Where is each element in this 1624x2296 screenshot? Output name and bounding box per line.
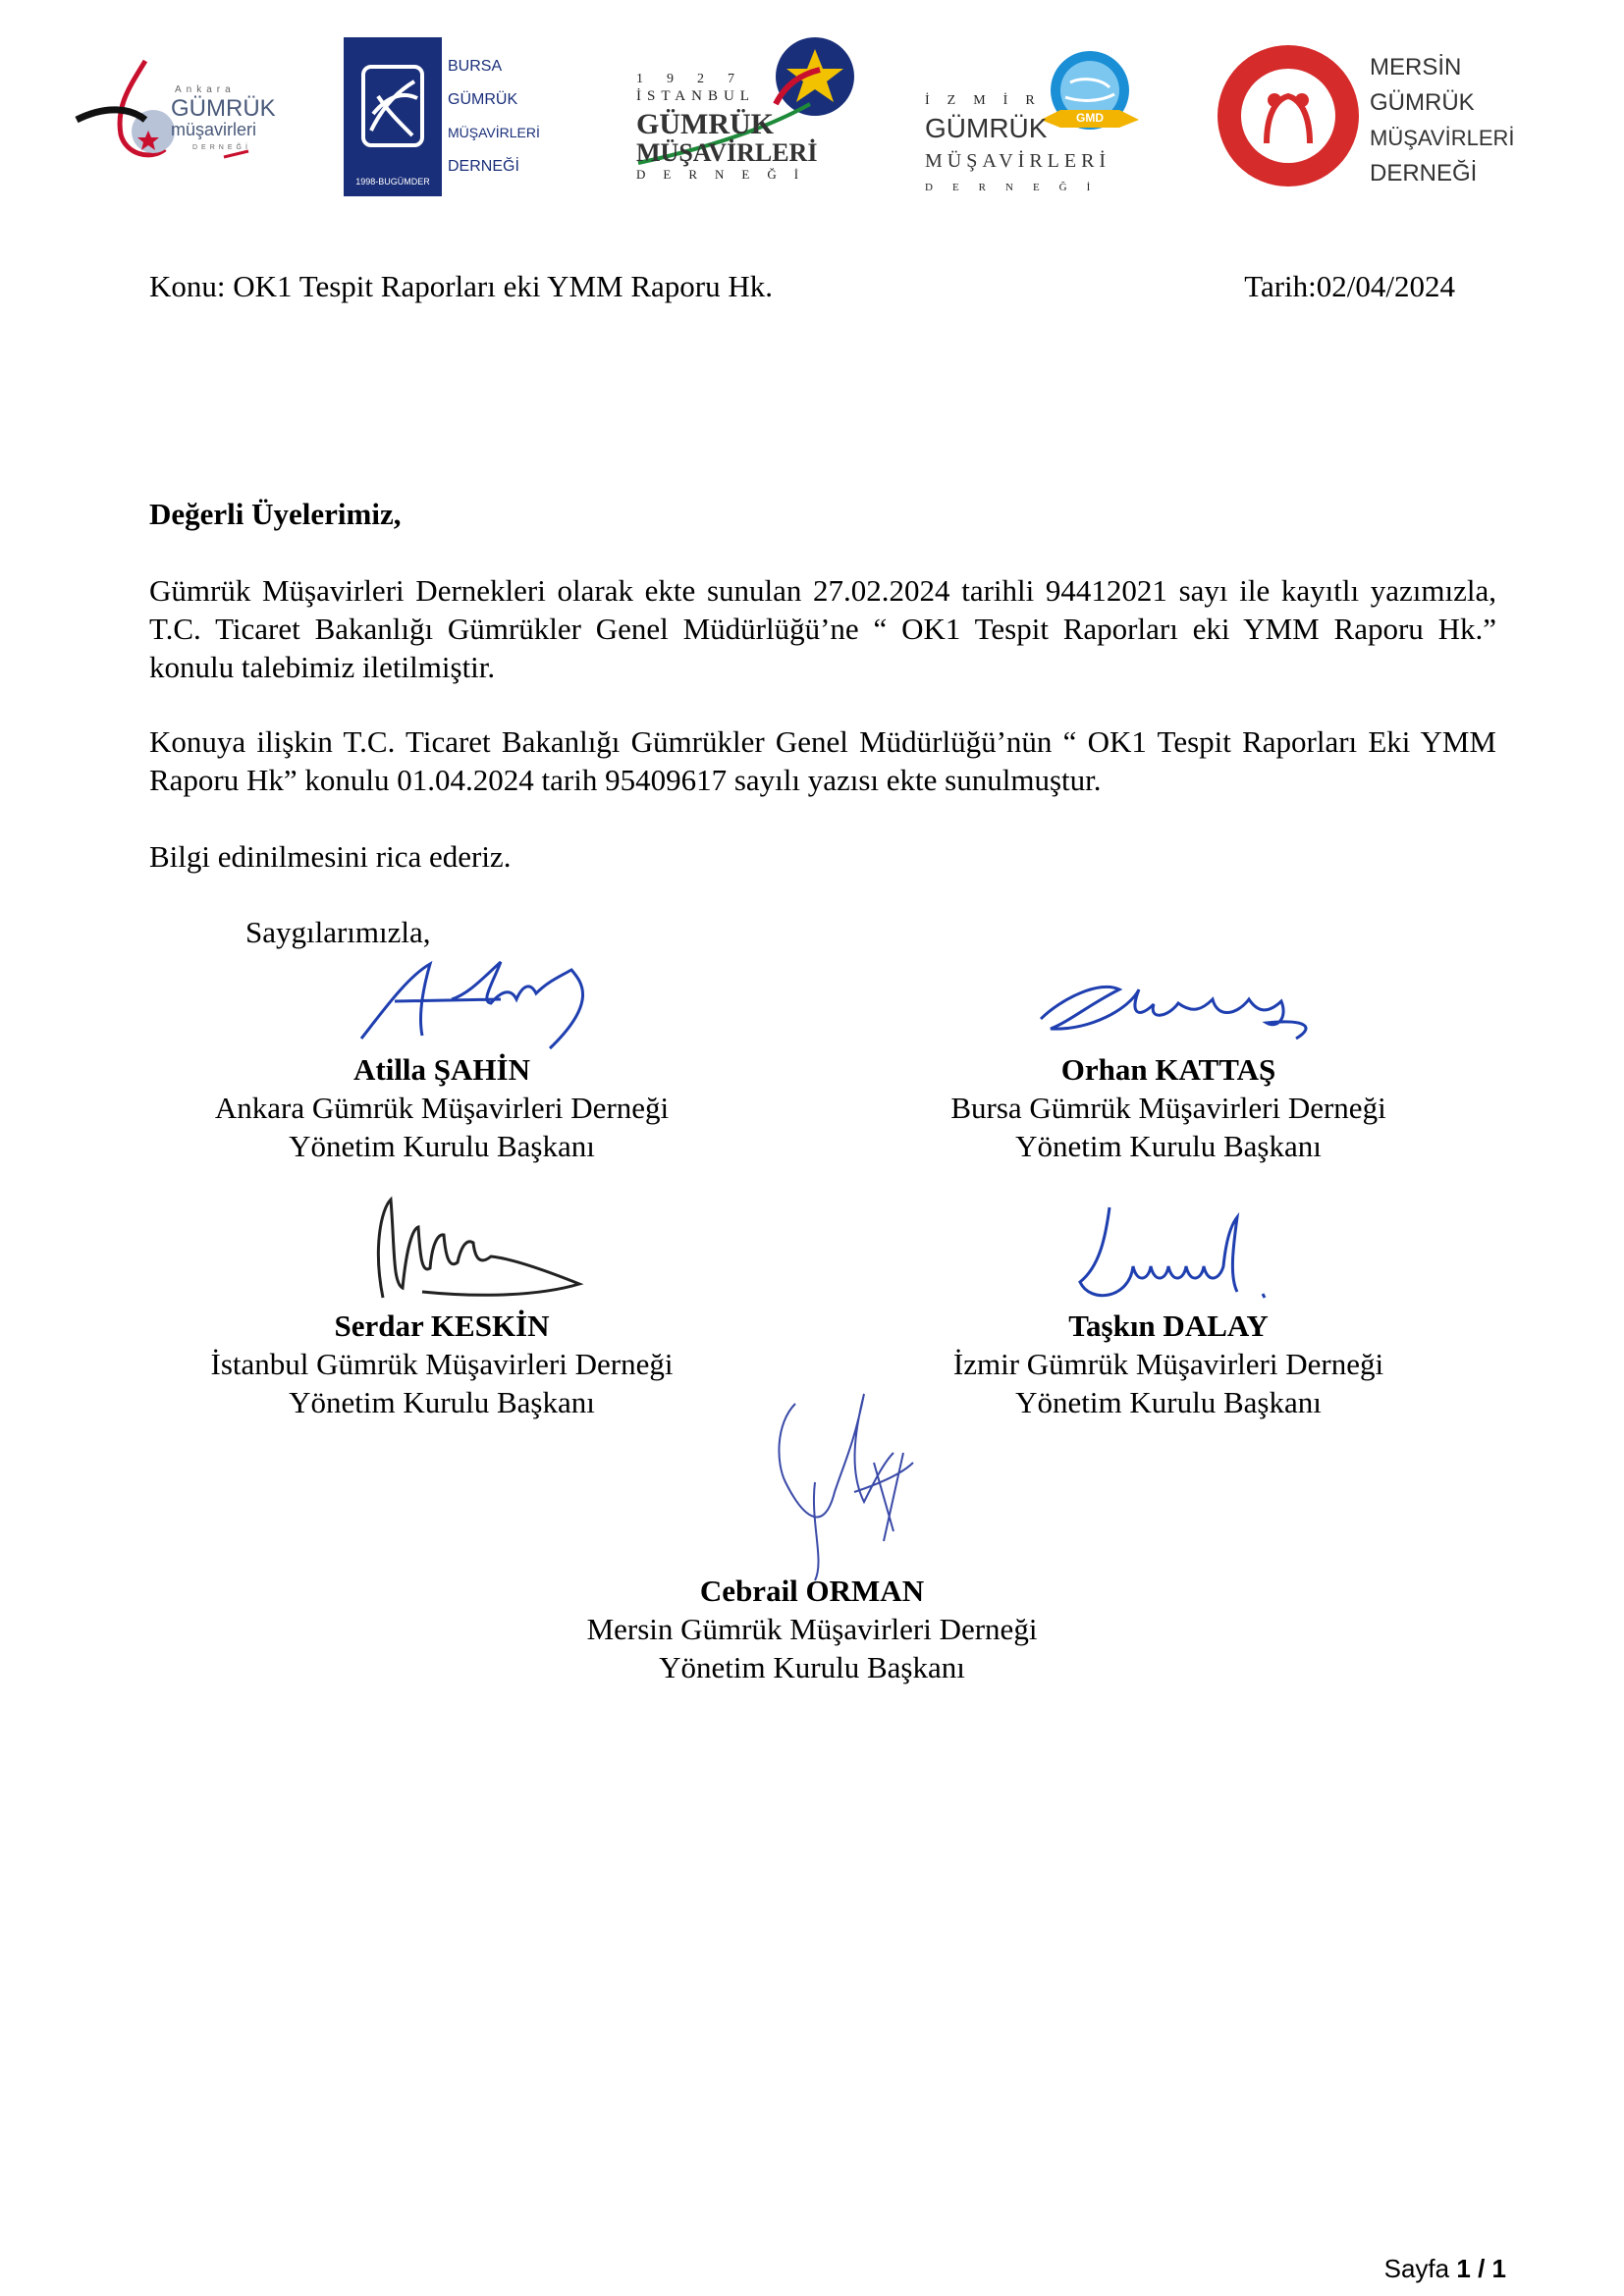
ankara-logo-line-3: müşavirleri <box>171 120 257 139</box>
mersin-logo-line-3: MÜŞAVİRLERİ <box>1370 126 1515 150</box>
istanbul-logo-line-5: DERNEĞİ <box>636 167 817 182</box>
signatory-name: Serdar KESKİN <box>334 1308 550 1343</box>
bursa-logo-line-1: BURSA <box>448 58 503 75</box>
signatory-name: Cebrail ORMAN <box>699 1574 925 1608</box>
bursa-logo-line-4: DERNEĞİ <box>448 158 519 175</box>
signatory-title: Yönetim Kurulu Başkanı <box>1015 1385 1322 1419</box>
signatory-block <box>147 1307 736 1421</box>
bursa-logo-line-2: GÜMRÜK <box>448 91 518 108</box>
signature-kattas <box>1031 960 1326 1044</box>
mersin-emblem-icon <box>1218 45 1359 187</box>
signatory-block <box>874 1050 1463 1165</box>
istanbul-logo-line-2: İSTANBUL <box>636 88 755 104</box>
bursa-logo <box>344 37 540 196</box>
ankara-logo-line-1: Ankara <box>175 84 236 95</box>
letter-closing: Saygılarımızla, <box>245 915 431 949</box>
mersin-logo-line-2: GÜMRÜK <box>1370 89 1475 116</box>
letter-salutation: Değerli Üyelerimiz, <box>149 497 402 531</box>
mersin-logo-line-4: DERNEĞİ <box>1370 160 1478 187</box>
izmir-logo-badge: GMD <box>1076 111 1104 125</box>
signatory-org: Mersin Gümrük Müşavirleri Derneği <box>586 1612 1038 1646</box>
ankara-emblem-icon <box>77 51 283 169</box>
signatory-block <box>147 1050 736 1165</box>
signature-dalay <box>1070 1198 1286 1311</box>
page-separator: / <box>1478 2254 1486 2283</box>
istanbul-logo-line-3: GÜMRÜK <box>636 108 774 140</box>
izmir-logo-line-3: MÜŞAVİRLERİ <box>925 150 1111 172</box>
izmir-logo <box>923 33 1149 196</box>
letter-date: Tarih:02/04/2024 <box>1244 269 1455 303</box>
istanbul-logo-line-4: MÜŞAVİRLERİ <box>636 138 818 167</box>
page-label: Sayfa <box>1383 2254 1450 2283</box>
signatory-title: Yönetim Kurulu Başkanı <box>1015 1129 1322 1163</box>
signatory-title: Yönetim Kurulu Başkanı <box>659 1650 965 1684</box>
paragraph-1: Gümrük Müşavirleri Dernekleri olarak ekte sunulan 27.02.2024 tarihli 94412021 sayı ile kayıtlı yazımızla, T.C. Ticaret Bakanlığı Gümrükler Genel Müdürlüğü’ne “ OK1 Tespit Raporları eki YMM Raporu Hk.” konulu talebimiz iletilmiştir. <box>149 573 1496 684</box>
bursa-logo-line-3: MÜŞAVİRLERİ <box>448 125 540 140</box>
signatory-org: İstanbul Gümrük Müşavirleri Derneği <box>210 1347 674 1381</box>
mersin-logo-line-1: MERSİN <box>1370 54 1462 80</box>
signature-keskin <box>363 1190 599 1309</box>
signatory-org: Bursa Gümrük Müşavirleri Derneği <box>950 1091 1386 1125</box>
page-total: 1 <box>1491 2254 1506 2283</box>
letter-subject: Konu: OK1 Tespit Raporları eki YMM Raporu Hk. <box>149 269 773 303</box>
izmir-logo-line-1: İZMİR <box>925 93 1053 108</box>
ankara-logo <box>77 51 283 169</box>
ankara-logo-line-2: GÜMRÜK <box>171 95 276 122</box>
signature-sahin <box>353 942 648 1052</box>
page-current: 1 <box>1456 2254 1471 2283</box>
ankara-logo-line-4: DERNEĞİ <box>192 144 251 151</box>
signatory-title: Yönetim Kurulu Başkanı <box>289 1385 595 1419</box>
bursa-logo-footer: 1998-BUGÜMDER <box>355 177 430 187</box>
signatory-org: Ankara Gümrük Müşavirleri Derneği <box>214 1091 670 1125</box>
signatory-name: Atilla ŞAHİN <box>353 1052 530 1087</box>
izmir-logo-line-2: GÜMRÜK <box>925 113 1048 143</box>
izmir-globe-icon <box>1041 51 1139 130</box>
paragraph-3: Bilgi edinilmesini rica ederiz. <box>149 839 512 874</box>
istanbul-logo-line-1: 1927 <box>636 72 758 86</box>
paragraph-2: Konuya ilişkin T.C. Ticaret Bakanlığı Gümrükler Genel Müdürlüğü’nün “ OK1 Tespit Raporları Eki YMM Raporu Hk” konulu 01.04.2024 tarih 95409617 sayılı yazısı ekte sunulmuştur. <box>149 724 1496 797</box>
signatory-block <box>874 1307 1463 1421</box>
izmir-logo-line-4: DERNEĞİ <box>925 182 1110 193</box>
page-number <box>1384 2254 1506 2284</box>
signatory-block <box>517 1572 1107 1686</box>
signatory-name: Orhan KATTAŞ <box>1060 1052 1276 1087</box>
mersin-logo <box>1218 35 1515 196</box>
signatory-name: Taşkın DALAY <box>1068 1308 1269 1343</box>
istanbul-logo <box>628 35 859 183</box>
signatory-title: Yönetim Kurulu Başkanı <box>289 1129 595 1163</box>
signatory-org: İzmir Gümrük Müşavirleri Derneği <box>952 1347 1384 1381</box>
